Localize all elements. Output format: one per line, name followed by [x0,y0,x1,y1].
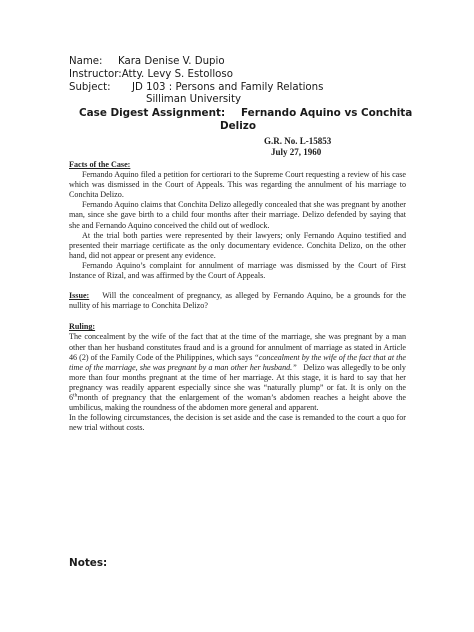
name-label: Name: [69,56,103,67]
facts-paragraph-4: Fernando Aquino’s complaint for annulment of marriage was dismissed by the Court of First Instance of Rizal, and was affirmed by the Court of Appeals. [69,260,406,281]
assignment-label: Case Digest Assignment: [79,107,226,119]
subject-label: Subject: [69,82,111,93]
case-title-line2: Delizo [220,120,256,132]
instructor-row [69,69,233,81]
facts-paragraph-3: At the trial both parties were represented by their lawyers; only Fernando Aquino testified and presented their marriage certificate as the only documentary evidence. Conchita Delizo, on the other hand, did not appear or present any evidence. [69,230,406,260]
ruling-text-a: The concealment by the wife of the fact that at the time of the marriage, she was pregnant by a man other than her husband constitutes fraud and is a ground for annulment of marriage as stated in Article 46 (2) of the Family Code of the Philippines, which says [69,332,406,362]
school-name: Silliman University [146,94,242,105]
facts-heading: Facts of the Case: [69,160,131,169]
instructor-value: Atty. Levy S. Estolloso [121,69,233,80]
case-date: July 27, 1960 [271,147,322,157]
name-row [69,56,225,68]
issue-text: Will the concealment of pregnancy, as alleged by Fernando Aquino, be a grounds for the nullity of his marriage to Conchita Delizo? [69,291,407,311]
issue-heading: Issue: [69,291,90,301]
ruling-text-c: month of pregnancy that the enlargement of the woman’s abdomen reaches a height above the umbilicus, making the roundness of the abdomen more general and apparent. [69,392,406,413]
notes-heading: Notes: [69,557,108,569]
facts-paragraph-1: Fernando Aquino filed a petition for certiorari to the Supreme Court requesting a review of his case which was dismissed in the Court of Appeals. This was regarding the annulment of his marriage to Conchita Delizo. [69,170,406,200]
instructor-label: Instructor: [69,69,122,80]
subject-row [69,82,323,94]
ruling-quote: “concealment by the wife of the fact that at the time of the marriage, she was pregnant by a man other her husband.” [69,352,406,372]
ruling-paragraph-1 [69,332,406,413]
document-body [69,160,406,433]
ruling-heading: Ruling: [69,322,96,332]
gr-number: G.R. No. L-15853 [264,136,332,146]
case-title-line1: Fernando Aquino vs Conchita [241,107,413,119]
ordinal-suffix: th [73,392,78,399]
facts-paragraph-2: Fernando Aquino claims that Conchita Delizo allegedly concealed that she was pregnant by another man, since she gave birth to a child four months after their marriage. Delizo defended by saying that she and Fernando Aquino conceived the child out of wedlock. [69,200,406,230]
ruling-paragraph-2: In the following circumstances, the decision is set aside and the case is remanded to the court a quo for new trial without costs. [69,413,406,433]
name-value: Kara Denise V. Dupio [118,56,225,67]
subject-value: JD 103 : Persons and Family Relations [132,82,324,93]
ruling-text-b: Delizo was allegedly to be only more than four months pregnant at the time of her marriage. At this stage, it is hard to say that her pregnancy was readily apparent especially since she was “naturally plump” or fat. It is only on the 6 [69,362,406,402]
issue-paragraph [69,291,406,311]
